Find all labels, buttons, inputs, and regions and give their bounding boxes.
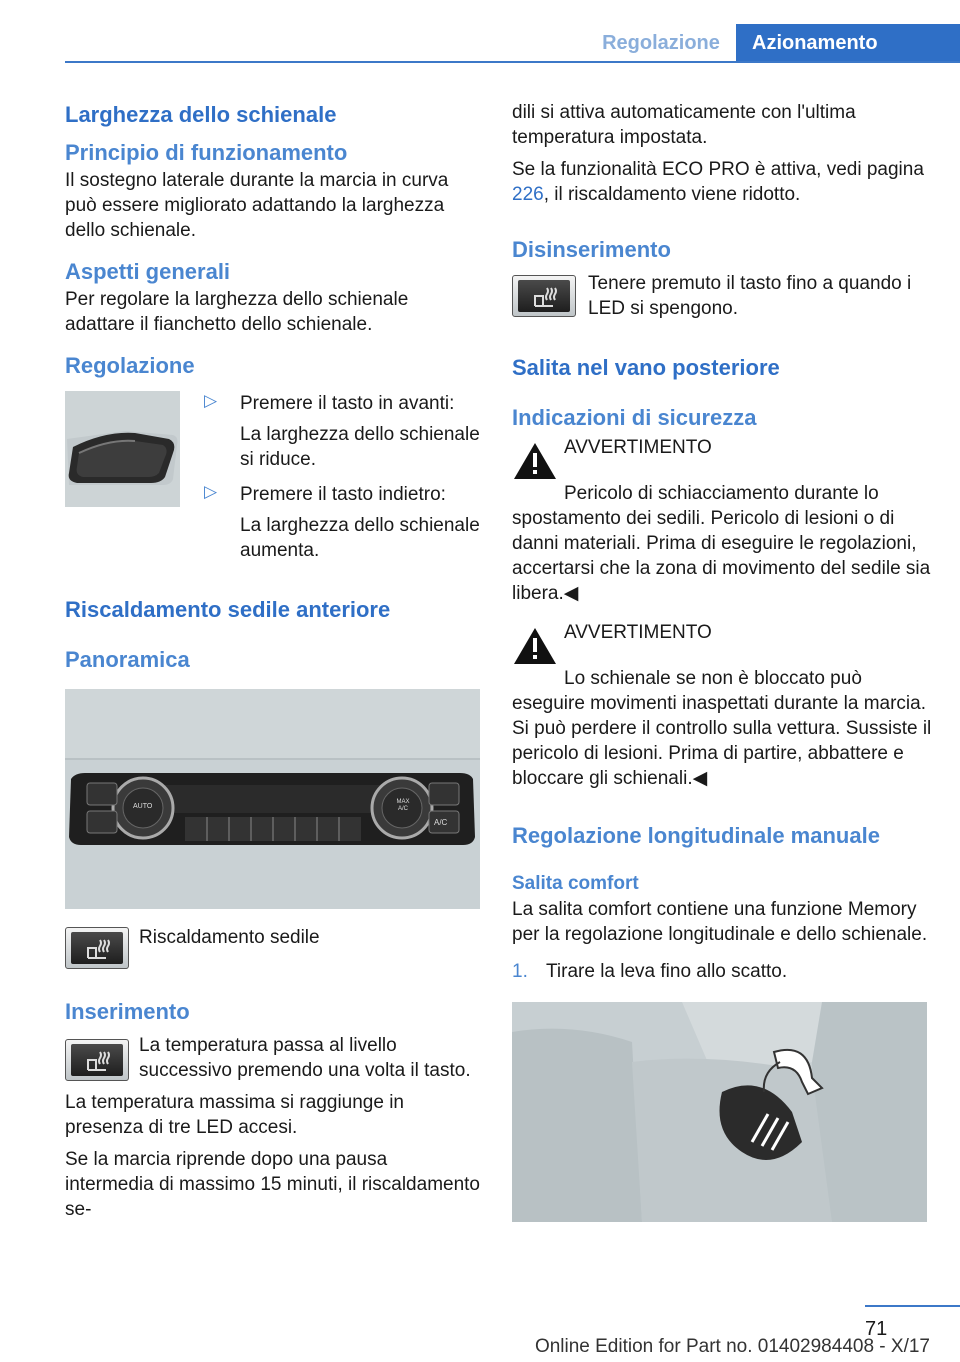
heading-salita: Salita nel vano posteriore <box>512 355 780 380</box>
step-text: Tirare la leva fino allo scatto. <box>546 961 788 982</box>
backrest-button-image <box>65 391 180 507</box>
heading-regolazione: Regolazione <box>65 353 195 378</box>
heading-larghezza: Larghezza dello schienale <box>65 102 337 127</box>
warning-block-2 <box>512 620 932 666</box>
bullet-line1: Premere il tasto indietro: <box>240 484 446 505</box>
triangle-bullet-icon: ▷ <box>204 391 218 410</box>
text-max: La temperatura massima si raggiunge in presenza di tre LED accesi. <box>65 1092 405 1138</box>
footer-edition: Online Edition for Part no. 01402984408 - X/17 <box>534 1336 930 1357</box>
seat-heating-button-icon <box>65 1039 129 1081</box>
header-tab-azionamento: Azionamento <box>736 24 960 62</box>
bullet-line1: Premere il tasto in avanti: <box>240 393 455 414</box>
step-number: 1. <box>512 961 528 982</box>
page-link-226[interactable]: 226 <box>512 184 544 205</box>
seat-heating-button-icon <box>65 927 129 969</box>
warning-header-2 <box>564 620 712 666</box>
heading-panoramica: Panoramica <box>65 647 190 672</box>
seat-heating-button-icon <box>512 275 576 317</box>
warning-header-1 <box>564 435 712 481</box>
panel-label-auto: AUTO <box>133 803 153 810</box>
bullet-line2: La larghezza dello schienale si riduce. <box>240 424 480 470</box>
text-inserimento: La temperatura passa al livello successivo premendo una volta il tasto. <box>139 1035 471 1081</box>
warning-text-2: Lo schienale se non è bloccato può eseguire movimenti inaspettati durante la marcia. Si può perdere il controllo sulla vettura. Sussiste il pericolo di lesioni. Prima di partire, abbattere e bloccare gli schienali.◀ <box>512 668 932 789</box>
heading-comfort: Salita comfort <box>512 873 639 894</box>
heading-aspetti: Aspetti generali <box>65 259 231 284</box>
warning-title: AVVERTIMENTO <box>564 437 712 458</box>
text-pausa: Se la marcia riprende dopo una pausa intermedia di massimo 15 minuti, il riscaldamento se- <box>65 1149 480 1220</box>
icon-row-riscaldamento <box>65 927 480 969</box>
text-aspetti: Per regolare la larghezza dello schienale adattare il fianchetto dello schienale. <box>65 289 409 335</box>
warning-triangle-icon <box>512 441 558 481</box>
heading-principio: Principio di funzionamento <box>65 140 348 165</box>
triangle-bullet-icon: ▷ <box>204 482 218 501</box>
regolazione-block <box>65 391 480 563</box>
right-column <box>512 100 932 1222</box>
footer-rule <box>865 1305 960 1307</box>
text-principio: Il sostegno laterale durante la marcia in curva può essere migliorato adattando la larghezza dello schienale. <box>65 170 449 241</box>
warning-block-1 <box>512 435 932 481</box>
icon-row-disinserimento <box>512 271 932 321</box>
warning-triangle-icon <box>512 626 558 666</box>
climate-panel-image <box>65 689 480 909</box>
heading-inserimento: Inserimento <box>65 999 190 1024</box>
page-number: 71 <box>865 1318 888 1340</box>
step-1 <box>512 959 932 984</box>
list-item <box>204 482 480 563</box>
heading-disinserimento: Disinserimento <box>512 237 671 262</box>
icon-label: Riscaldamento sedile <box>139 927 320 948</box>
regolazione-bullets <box>204 391 480 563</box>
left-column <box>65 100 480 1222</box>
text-continuation: dili si attiva automaticamente con l'ultima temperatura impostata. <box>512 102 856 148</box>
warning-title: AVVERTIMENTO <box>564 622 712 643</box>
text-comfort: La salita comfort contiene una funzione Memory per la regolazione longitudinale e dello schienale. <box>512 899 928 945</box>
panel-label-ac: A/C <box>434 818 448 827</box>
text-eco: Se la funzionalità ECO PRO è attiva, vedi pagina 226, il riscaldamento viene ridotto. <box>512 159 924 205</box>
header-rule <box>65 61 960 63</box>
heading-longitudinale: Regolazione longitudinale manuale <box>512 823 880 848</box>
header-tab-regolazione: Regolazione <box>602 32 720 54</box>
heading-indicazioni: Indicazioni di sicurezza <box>512 405 757 430</box>
icon-row-inserimento <box>65 1033 480 1083</box>
list-item <box>204 391 480 472</box>
warning-text-1: Pericolo di schiacciamento durante lo spostamento dei sedili. Pericolo di lesioni o di danni materiali. Prima di eseguire le regolazioni, accertarsi che la zona di movimento del sedile sia libera.◀ <box>512 483 931 604</box>
heading-riscaldamento: Riscaldamento sedile anteriore <box>65 597 391 622</box>
panel-label-max: MAX A/C <box>396 799 410 812</box>
bullet-line2: La larghezza dello schienale aumenta. <box>240 515 480 561</box>
text-disinserimento: Tenere premuto il tasto fino a quando i LED si spengono. <box>588 273 912 319</box>
seat-lever-image <box>512 1002 927 1222</box>
